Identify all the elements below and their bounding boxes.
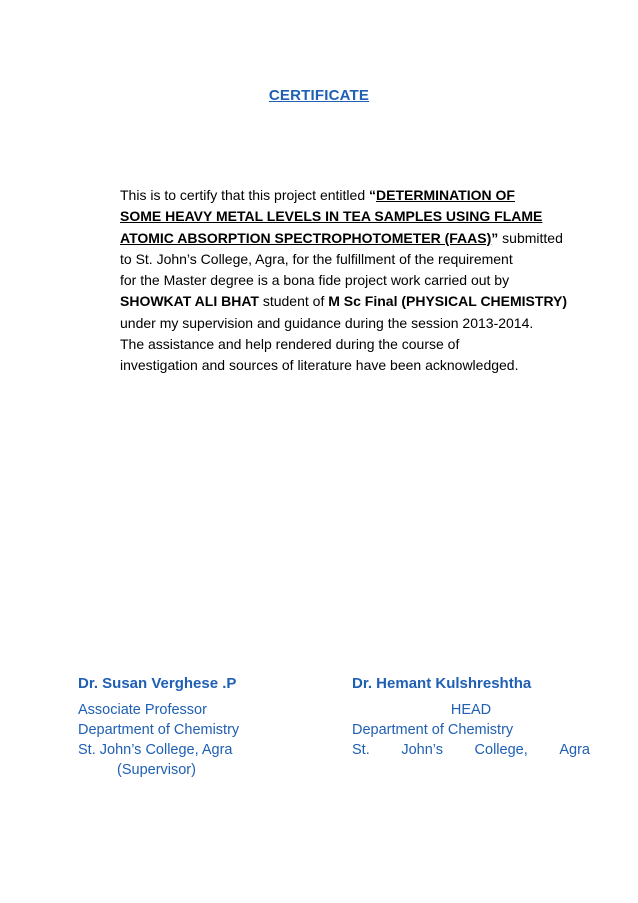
- project-title-part-1: DETERMINATION OF: [376, 187, 515, 203]
- head-name: Dr. Hemant Kulshreshtha: [352, 675, 532, 692]
- body-line-9: investigation and sources of literature have been acknowledged.: [120, 357, 519, 374]
- body-line-8: The assistance and help rendered during the course of: [120, 336, 460, 353]
- project-title-part-3: ATOMIC ABSORPTION SPECTROPHOTOMETER (FAAS): [120, 229, 492, 246]
- head-college-word: College,: [474, 742, 528, 758]
- body-line-7: under my supervision and guidance during the session 2013-2014.: [120, 314, 534, 331]
- body-line-3: [120, 228, 600, 249]
- body-line-1: [120, 185, 600, 206]
- body-line-5: for the Master degree is a bona fide project work carried out by: [120, 272, 510, 289]
- body-text-segment: submitted: [498, 229, 563, 246]
- head-college-word: John’s: [401, 742, 443, 758]
- head-college: [352, 740, 590, 760]
- open-quote: “: [369, 187, 376, 203]
- certificate-body: [120, 185, 600, 377]
- supervisor-department: Department of Chemistry: [78, 722, 240, 738]
- close-quote: ”: [491, 229, 499, 246]
- supervisor-signature-block: [78, 674, 338, 780]
- head-college-word: Agra: [559, 742, 590, 758]
- head-signature-block: [352, 674, 590, 760]
- supervisor-college: St. John’s College, Agra: [78, 742, 233, 758]
- body-text-segment: This is to certify that this project entitled: [120, 187, 369, 203]
- supervisor-role: (Supervisor): [117, 762, 196, 778]
- head-designation: HEAD: [450, 702, 492, 718]
- supervisor-designation: Associate Professor: [78, 702, 207, 718]
- body-line-4: to St. John’s College, Agra, for the fulfillment of the requirement: [120, 250, 513, 267]
- body-line-6: [120, 291, 600, 312]
- supervisor-name: Dr. Susan Verghese .P: [78, 675, 237, 692]
- head-college-word: St.: [352, 742, 370, 758]
- head-department: Department of Chemistry: [352, 722, 514, 738]
- body-text-segment: student of: [258, 293, 329, 310]
- project-title-part-2: SOME HEAVY METAL LEVELS IN TEA SAMPLES USING FLAME: [120, 208, 543, 225]
- body-line-2: [120, 206, 600, 227]
- course-name: M Sc Final (PHYSICAL CHEMISTRY): [328, 293, 568, 310]
- student-name: SHOWKAT ALI BHAT: [120, 293, 259, 310]
- certificate-title: CERTIFICATE: [268, 87, 370, 104]
